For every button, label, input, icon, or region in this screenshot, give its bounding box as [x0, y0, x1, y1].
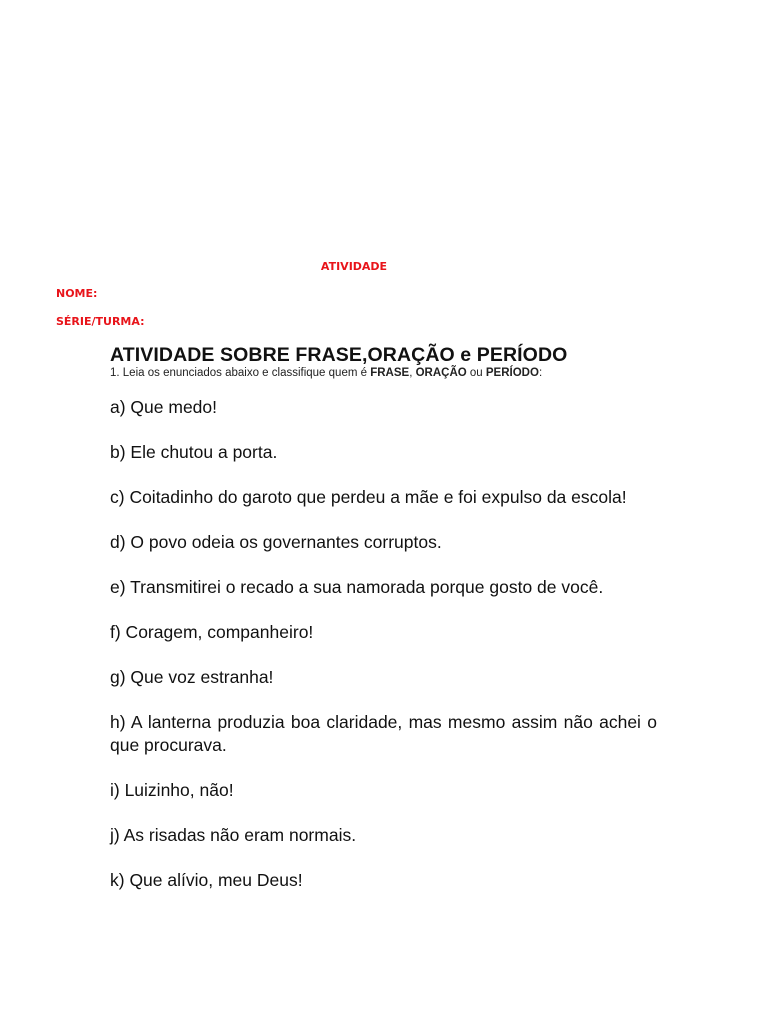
instruction-suffix: :	[538, 367, 543, 379]
statement-item: a) Que medo!	[110, 397, 217, 417]
statement-item: h) A lanterna produzia boa claridade, mas mesmo assim não achei o que procurava.	[110, 712, 657, 755]
instruction-separator: ou	[466, 367, 486, 379]
term-periodo: PERÍODO	[485, 367, 539, 379]
instruction-text: 1. Leia os enunciados abaixo e classifique quem é	[110, 367, 371, 379]
statement-list	[110, 396, 657, 892]
statement-item: d) O povo odeia os governantes corruptos.	[110, 532, 442, 552]
statement-item: k) Que alívio, meu Deus!	[110, 870, 303, 890]
grade-class-field-label: SÉRIE/TURMA:	[56, 315, 145, 328]
exercise-instruction	[110, 367, 657, 379]
exercise-content	[110, 343, 657, 914]
term-frase: FRASE	[370, 367, 410, 379]
name-field-label: NOME:	[56, 287, 98, 300]
statement-item: e) Transmitirei o recado a sua namorada porque gosto de você.	[110, 577, 604, 597]
statement-item: i) Luizinho, não!	[110, 780, 234, 800]
statement-item: f) Coragem, companheiro!	[110, 622, 314, 642]
term-oracao: ORAÇÃO	[415, 367, 467, 379]
statement-item: c) Coitadinho do garoto que perdeu a mãe e foi expulso da escola!	[110, 487, 627, 507]
exercise-title: ATIVIDADE SOBRE FRASE,ORAÇÃO e PERÍODO	[110, 344, 568, 366]
statement-item: j) As risadas não eram normais.	[110, 825, 357, 845]
instruction-separator: ,	[409, 367, 416, 379]
activity-label: ATIVIDADE	[320, 260, 388, 273]
statement-item: b) Ele chutou a porta.	[110, 442, 278, 462]
statement-item: g) Que voz estranha!	[110, 667, 274, 687]
